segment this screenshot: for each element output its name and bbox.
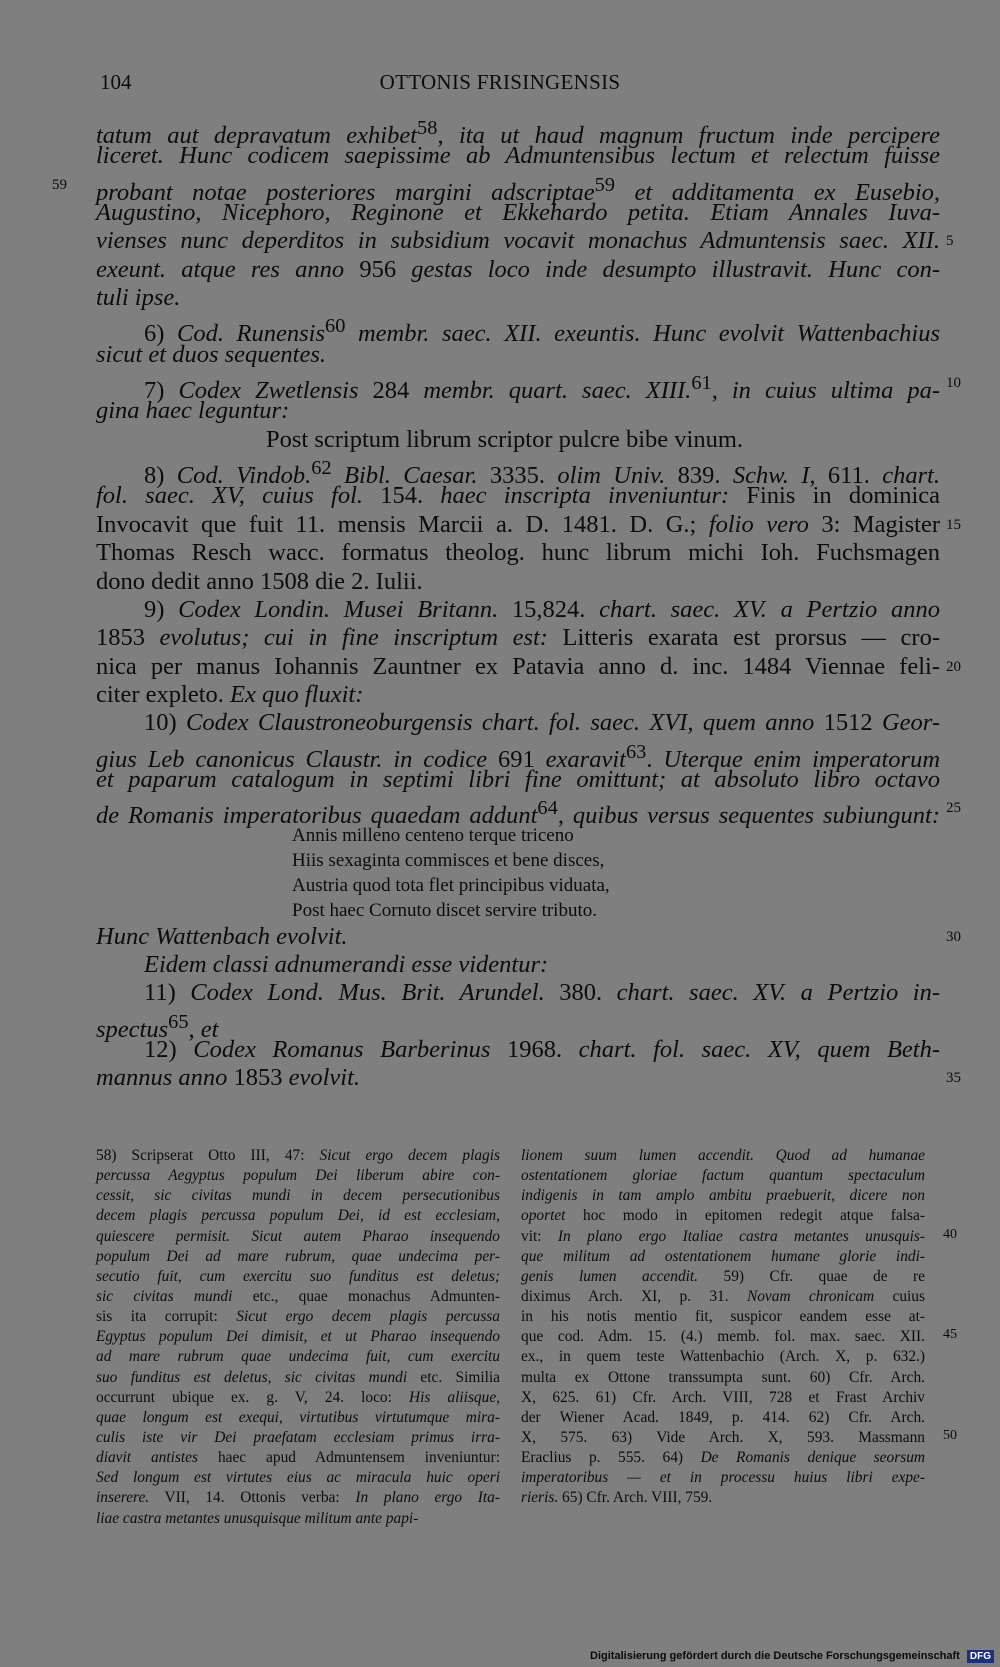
text-line [96,1008,940,1043]
line-text: fol. saec. XV, cuius fol. 154. haec inscripta inveniuntur: Finis in dominica [96,482,941,510]
line-text: Post scriptum librum scriptor pulcre bibe vinum. [266,425,744,453]
text-line [96,709,940,737]
footnote-text: diximus Arch. XI, p. 31. Novam chronicam cuius [521,1287,925,1305]
footnote-line [96,1448,500,1468]
footnote-text: que cod. Adm. 15. (4.) memb. fol. max. saec. XII. [521,1328,925,1346]
footnote-text: 58) Scripserat Otto III, 47: Sicut ergo decem plagis [96,1147,501,1164]
line-text: Invocavit que fuit 11. mensis Marcii a. D. 1481. D. G.; folio vero 3: Magister [96,510,940,538]
footnote-line [521,1327,925,1347]
line-text: Augustino, Nicephoro, Reginone et Ekkehardo petita. Etiam Annales Iuva- [96,199,940,227]
text-line [96,568,940,596]
footnote-text: in his notis mentio fit, suspicor eandem esse at- [521,1308,925,1326]
footnote-line [521,1347,925,1367]
footnotes-left-column [96,1146,500,1529]
text-line [96,454,941,490]
line-text: 10) Codex Claustroneoburgensis chart. fol. saec. XVI, quem anno 1512 Geor- [144,709,940,737]
verse-line [96,823,940,848]
running-title: OTTONIS FRISINGENSIS [379,70,621,94]
footnote-line [521,1448,925,1468]
footnote-text: occurrunt ubique ex. g. V, 24. loco: His aliisque, [96,1388,500,1406]
footnote-line [521,1166,925,1186]
line-number: 30 [946,928,961,945]
footnote-line [521,1488,925,1508]
footer-text: Digitalisierung gefördert durch die Deutsche Forschungsgemeinschaft [590,1650,960,1662]
footnote-line [521,1287,925,1307]
text-line [96,738,941,773]
line-text: Eidem classi adnumerandi esse videntur: [144,950,549,978]
line-text: spectus$^{65}$, et [96,1010,219,1043]
text-line [96,510,961,539]
line-text: 12) Codex Romanus Barberinus 1968. chart. fol. saec. XV, quem Beth- [144,1035,941,1063]
text-line [96,369,961,405]
text-line [96,341,940,369]
main-text [52,114,961,1093]
footnote-text: suo funditus est deletus, sic civitas mundi etc. Similia [96,1368,500,1386]
footnote-text: ex., in quem teste Wattenbachio (Arch. X, p. 632.) [521,1348,925,1366]
footnote-text: populum Dei ad mare rubrum, quae undecima per- [96,1247,500,1265]
text-line [96,624,940,652]
line-text: gius Leb canonicus Claustr. in codice 691 exaravit$^{63}$. Uterque enim imperatorum [96,740,941,773]
text-line [96,482,940,510]
line-text: Post haec Cornuto discet servire tributo. [292,899,597,921]
footnote-line [96,1347,500,1367]
text-line [96,256,940,284]
text-line [96,766,940,794]
footnote-line [96,1408,500,1428]
line-text: exeunt. atque res anno 956 gestas loco inde desumpto illustravit. Hunc con- [96,255,941,283]
line-text: gina haec leguntur: [96,397,290,425]
footnote-text: der Wiener Acad. 1849, p. 414. 62) Cfr. Arch. [521,1408,925,1426]
line-number: 15 [946,516,961,533]
line-text: vienses nunc deperditos in subsidium vocavit monachus Admuntensis saec. XII. [96,227,940,255]
line-text: Annis milleno centeno terque triceno [292,824,574,846]
text-line [96,312,941,348]
line-text: Austria quod tota flet principibus viduata, [292,874,610,896]
footnote-line [96,1186,500,1206]
text-line [96,951,940,979]
line-text: citer expleto. Ex quo fluxit: [96,680,364,708]
line-text: et paparum catalogum in septimi libri fine omittunt; at absoluto libro octavo [96,765,940,793]
line-text: tatum aut depravatum exhibet$^{58}$, ita ut haud magnum fructum inde percipere [96,117,940,150]
line-text: Hunc Wattenbach evolvit. [96,922,348,950]
footnote-line [96,1166,500,1186]
line-text: Thomas Resch wacc. formatus theolog. hunc librum michi Ioh. Fuchsmagen [96,539,940,567]
footnote-text: quiescere permisit. Sicut autem Pharao insequendo [96,1227,500,1245]
footnote-text: secutio fuit, cum exercitu suo funditus est deletus; [96,1267,500,1285]
text-line [96,1064,961,1092]
footnote-line [521,1267,925,1287]
footnote-text: culis iste vir Dei praefatam ecclesiam primus irra- [96,1428,500,1446]
footnote-line [521,1146,925,1166]
page-number: 104 [100,70,132,94]
footnote-text: inserere. VII, 14. Ottonis verba: In plano ergo Ita- [96,1489,500,1507]
line-text: 8) Cod. Vindob.$^{62}$ Bibl. Caesar. 3335. olim Univ. 839. Schw. I, 611. chart. [144,457,941,490]
text-line [96,142,940,170]
text-line [96,539,940,567]
line-text: 11) Codex Lond. Mus. Brit. Arundel. 380. chart. saec. XV. a Pertzio in- [144,979,941,1007]
text-line [96,114,940,150]
footnote-text: genis lumen accendit. 59) Cfr. quae de re [521,1267,925,1285]
footnote-line [521,1388,925,1408]
line-number: 45 [943,1327,957,1343]
line-text: tuli ipse. [96,284,181,312]
text-line [96,681,940,709]
text-line [96,397,940,425]
text-line [96,284,940,312]
footnote-text: sis ita corrupit: Sicut ergo decem plagis percussa [96,1308,500,1326]
text-line [96,199,940,227]
line-text: sicut et duos sequentes. [96,340,326,368]
footnote-line [96,1247,500,1267]
footnotes-right-column [521,1146,925,1509]
footnote-text: Eraclius p. 555. 64) De Romanis denique seorsum [521,1449,925,1467]
footnote-text: percussa Aegyptus populum Dei liberum abire con- [96,1167,500,1185]
footnote-text: Egyptus populum Dei dimisit, et ut Pharao insequendo [96,1328,500,1346]
footnote-line [96,1468,500,1488]
footnote-text: vit: In plano ergo Italiae castra metantes unusquis- [521,1227,925,1245]
footnote-line [521,1307,925,1327]
line-number: 35 [946,1070,961,1087]
line-text: mannus anno 1853 evolvit. [96,1064,361,1092]
footnote-text: ostentationem gloriae factum quantum spectaculum [521,1167,925,1185]
line-number: 50 [943,1428,957,1444]
line-text: 1853 evolutus; cui in fine inscriptum est: Litteris exarata est prorsus — cro- [96,624,940,652]
page-header [100,70,900,100]
footnote-text: decem plagis percussa populum Dei, id est ecclesiam, [96,1207,500,1225]
text-line [96,652,961,681]
line-text: Hiis sexaginta commisces et bene disces, [292,849,605,871]
footnote-text: rieris. 65) Cfr. Arch. VIII, 759. [521,1489,713,1507]
text-line [52,171,941,206]
text-line [96,227,954,255]
text-line [96,1036,940,1064]
footnote-line [96,1267,500,1287]
footnote-text: Sed longum est virtutes eius ac miracula huic operi [96,1469,500,1487]
footnote-text: oportet hoc modo in epitomen redegit atque falsa- [521,1207,925,1225]
footnote-line [521,1408,925,1428]
footnote-line [96,1388,500,1408]
text-line [96,979,940,1007]
footnote-text: diavit antistes haec apud Admuntensem inveniuntur: [96,1449,500,1467]
footnote-line [96,1227,500,1247]
footnote-line [96,1428,500,1448]
footnote-line [96,1368,500,1388]
footnote-line [521,1247,925,1267]
footnote-line [521,1368,925,1388]
line-number: 25 [946,800,961,817]
line-number: 20 [946,658,961,675]
text-line [96,922,961,951]
footnote-text: multa ex Ottone transsumpta sunt. 60) Cfr. Arch. [521,1368,925,1386]
line-text: 7) Codex Zwetlensis 284 membr. quart. saec. XIII.$^{61}$, in cuius ultima pa- [144,372,941,405]
footnote-text: que militum ad ostentationem humane glorie indi- [521,1247,925,1265]
footer-credit [590,1650,994,1663]
verse-line [96,873,940,898]
verse-line [96,848,940,873]
line-text: de Romanis imperatoribus quaedam addunt$^{64}$, quibus versus sequentes subiungunt: [96,797,940,830]
footnote-text: imperatoribus — et in processu huius libri expe- [521,1469,925,1487]
footnote-line [521,1206,925,1226]
dfg-logo: DFG [967,1650,994,1663]
line-text: liceret. Hunc codicem saepissime ab Admuntensibus lectum et relectum fuisse [96,142,940,170]
footnote-line [96,1287,500,1307]
footnote-line [96,1327,500,1347]
text-line [96,794,961,830]
footnote-line [96,1307,500,1327]
footnote-text: liae castra metantes unusquisque militum ante papi- [96,1509,419,1527]
footnote-text: X, 625. 61) Cfr. Arch. VIII, 728 et Frast Archiv [521,1388,925,1406]
text-line [96,426,940,454]
line-number: 5 [946,233,954,250]
footnote-line [521,1227,925,1247]
footnote-line [96,1509,500,1529]
footnote-text: ad mare rubrum quae undecima fuit, cum exercitu [96,1348,500,1366]
footnote-line [96,1488,500,1508]
footnote-line [96,1206,500,1226]
footnote-text: quae longum est exequi, virtutibus virtutumque mira- [96,1408,500,1426]
margin-note-number: 59 [52,176,67,193]
footnote-text: indigenis in tam amplo ambitu praebuerit, dicere non [521,1187,925,1205]
footnote-text: X, 575. 63) Vide Arch. X, 593. Massmann [521,1428,925,1446]
line-number: 10 [946,375,961,392]
line-text: 9) Codex Londin. Musei Britann. 15,824. chart. saec. XV. a Pertzio anno [144,595,941,623]
footnote-line [521,1428,925,1448]
line-text: 6) Cod. Runensis$^{60}$ membr. saec. XII. exeuntis. Hunc evolvit Wattenbachius [144,315,941,348]
footnote-text: lionem suum lumen accendit. Quod ad humanae [521,1147,925,1164]
footnote-line [521,1468,925,1488]
line-text: dono dedit anno 1508 die 2. Iulii. [96,567,423,595]
line-text: nica per manus Iohannis Zauntner ex Patavia anno d. inc. 1484 Viennae feli- [96,652,940,680]
footnote-line [96,1146,500,1166]
footnote-text: sic civitas mundi etc., quae monachus Admunten- [96,1287,500,1305]
footnote-line [521,1186,925,1206]
footnote-text: cessit, sic civitas mundi in decem persecutionibus [96,1187,500,1205]
line-text: probant notae posteriores margini adscriptae$^{59}$ et additamenta ex Eusebio, [96,173,941,206]
text-line [96,596,940,624]
line-number: 40 [943,1226,957,1242]
verse-line [96,898,940,923]
